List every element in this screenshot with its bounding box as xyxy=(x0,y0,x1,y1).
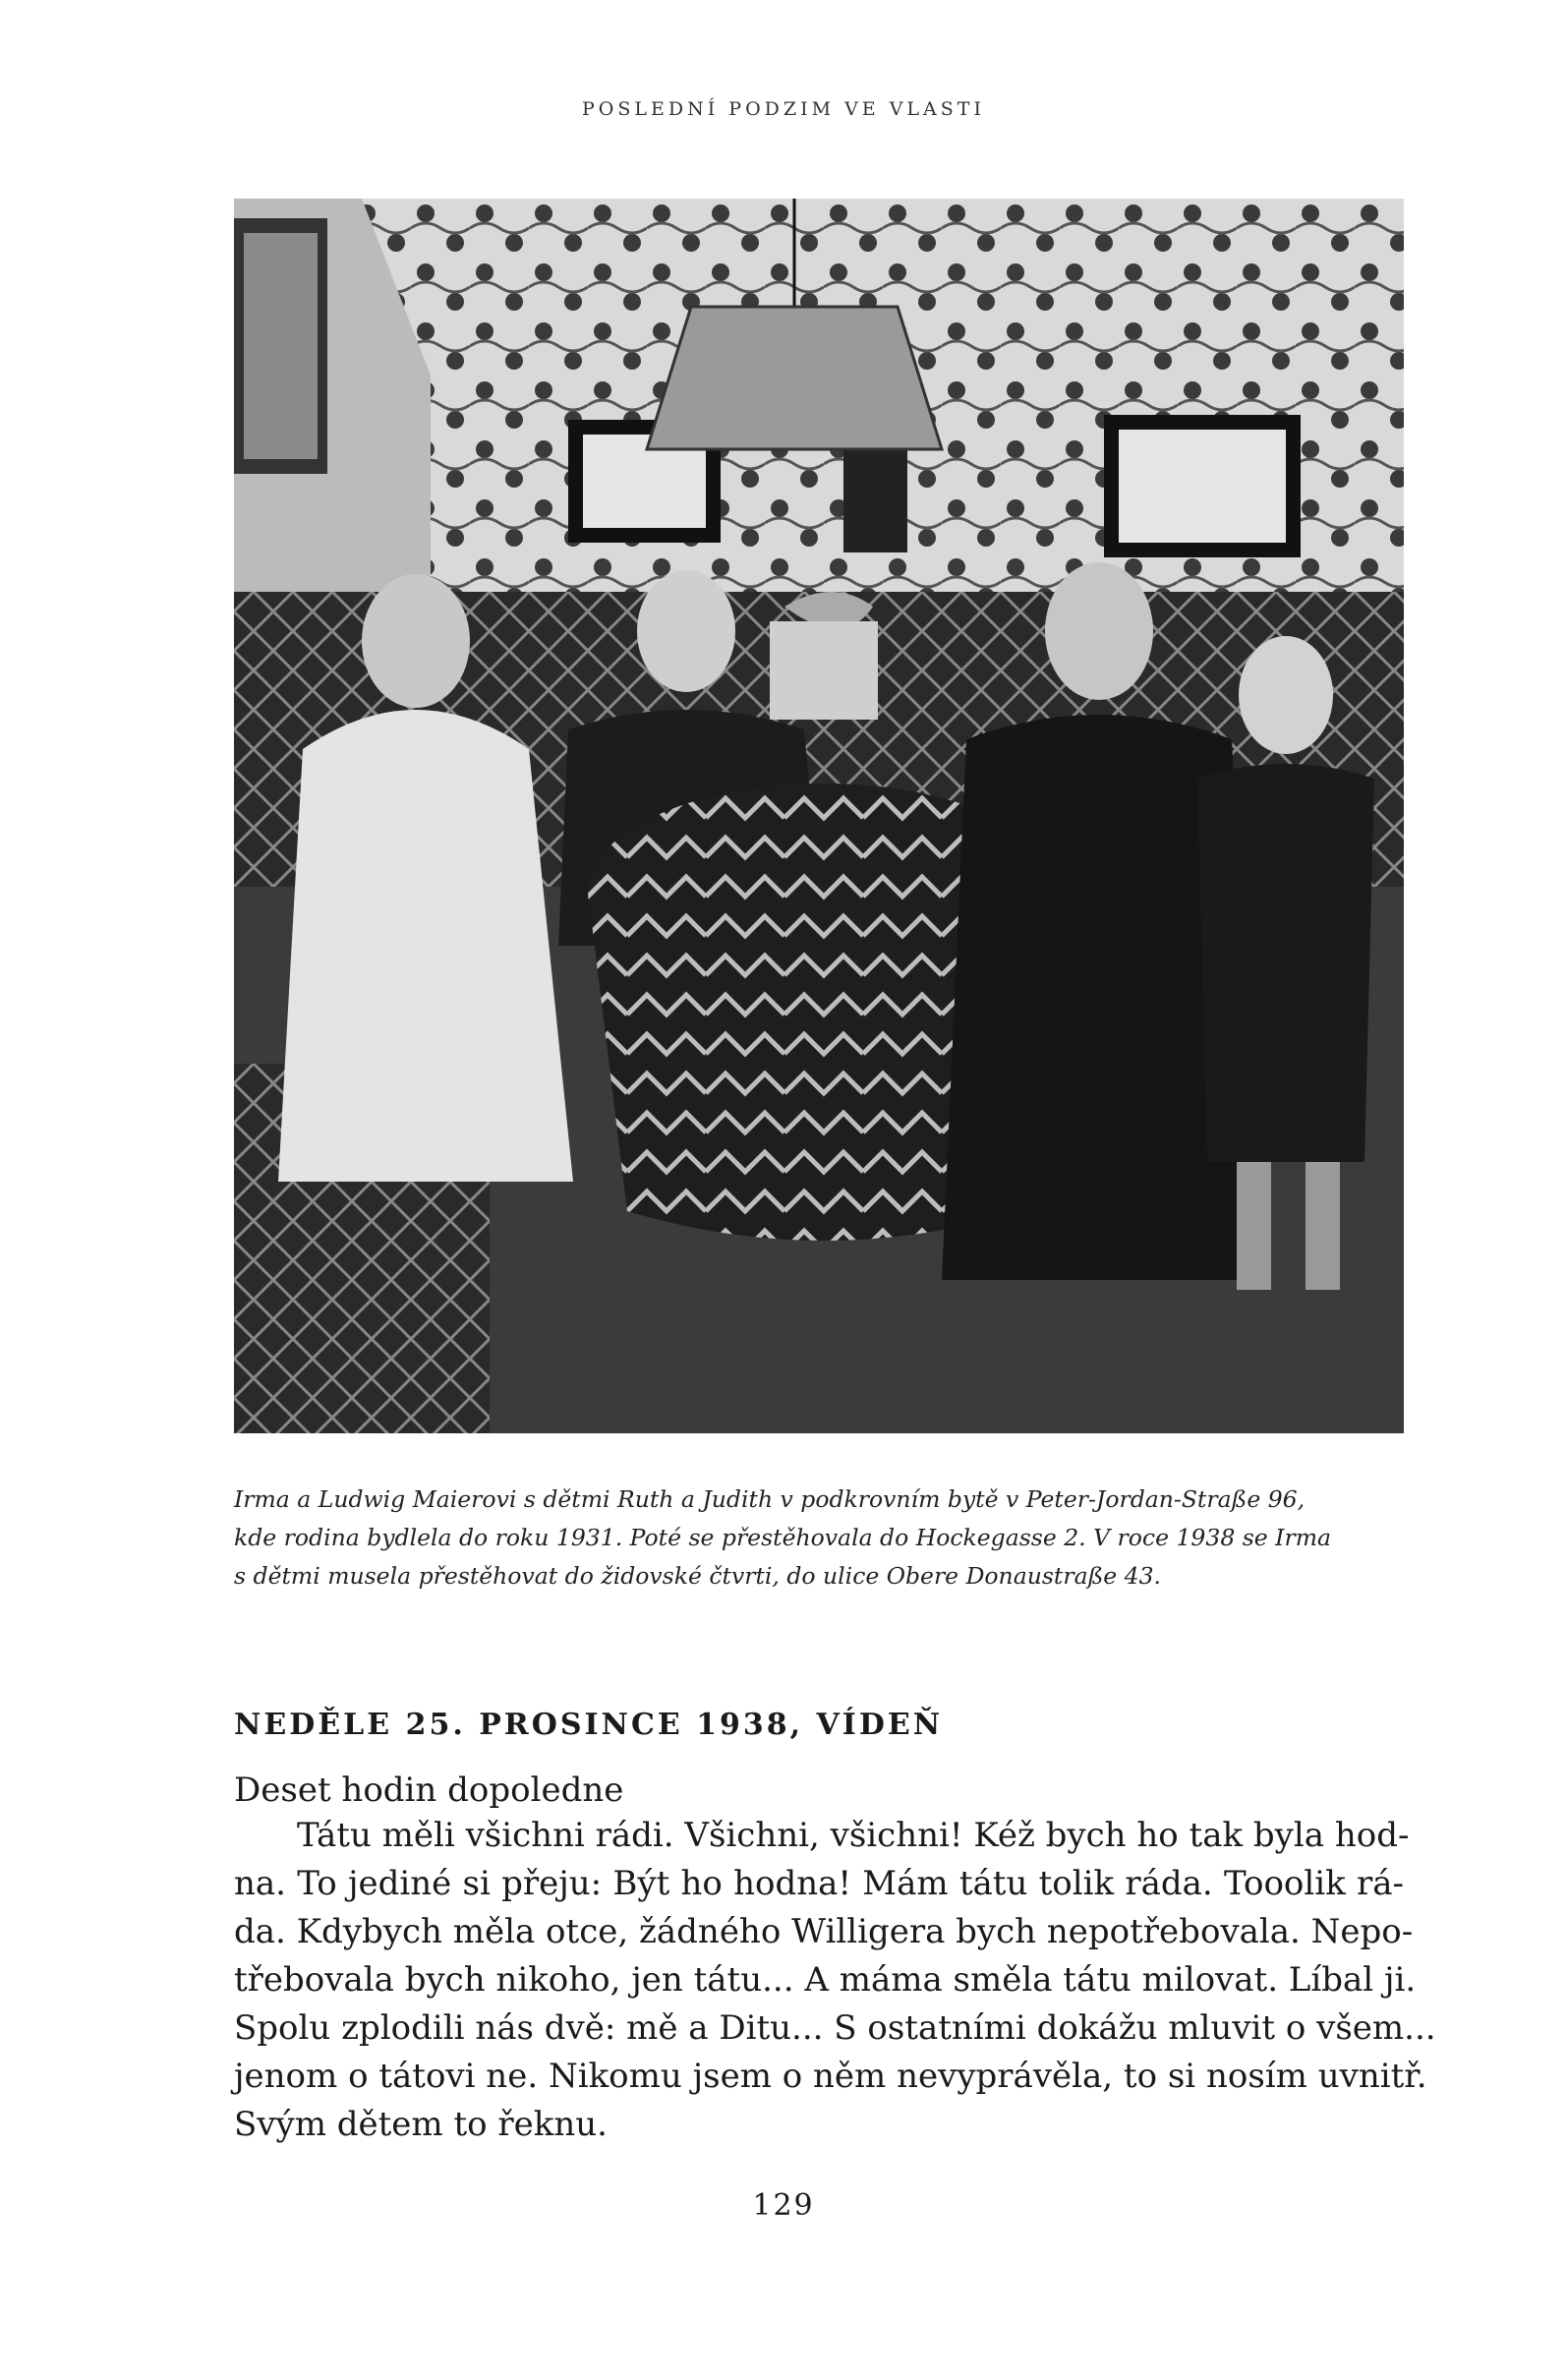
body-line: da. Kdybych měla otce, žádného Willigera bych nepotřebovala. Nepo- xyxy=(234,1912,1414,1951)
family-photograph xyxy=(234,199,1404,1433)
body-line: Svým dětem to řeknu. xyxy=(234,2105,608,2144)
body-line: Tátu měli všichni rádi. Všichni, všichni! Kéž bych ho tak byla hod- xyxy=(297,1816,1410,1855)
caption-line: Irma a Ludwig Maierovi s dětmi Ruth a Judith v podkrovním bytě v Peter-Jordan-Straße 96, xyxy=(234,1485,1306,1513)
photo-caption xyxy=(234,1480,1404,1596)
body-line: Spolu zplodili nás dvě: mě a Ditu... S ostatními dokážu mluvit o všem... xyxy=(234,2008,1436,2048)
photo-illustration xyxy=(234,199,1404,1433)
body-line: třebovala bych nikoho, jen tátu... A máma směla tátu milovat. Líbal ji. xyxy=(234,1960,1417,2000)
body-line: jenom o tátovi ne. Nikomu jsem o něm nevyprávěla, to si nosím uvnitř. xyxy=(234,2057,1427,2096)
caption-line: kde rodina bydlela do roku 1931. Poté se přestěhovala do Hockegasse 2. V roce 1938 se Irma xyxy=(234,1524,1331,1551)
caption-line: s dětmi musela přestěhovat do židovské čtvrti, do ulice Obere Donaustraße 43. xyxy=(234,1562,1162,1590)
diary-entry-time: Deset hodin dopoledne xyxy=(234,1770,624,1810)
running-head: POSLEDNÍ PODZIM VE VLASTI xyxy=(582,98,985,120)
diary-entry-body xyxy=(234,1812,1436,2149)
body-line: na. To jediné si přeju: Být ho hodna! Mám tátu tolik ráda. Tooolik rá- xyxy=(234,1864,1404,1903)
diary-entry-heading: NEDĚLE 25. PROSINCE 1938, VÍDEŇ xyxy=(234,1708,944,1742)
page-number: 129 xyxy=(752,2188,815,2223)
